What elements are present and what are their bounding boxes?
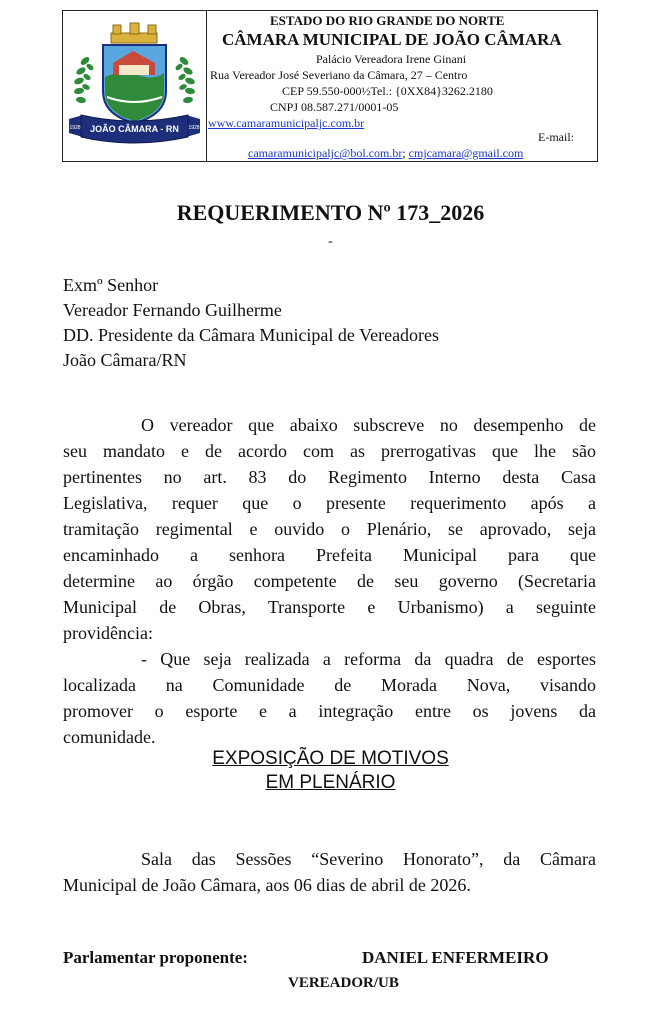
palace-name: Palácio Vereadora Irene Ginani xyxy=(316,52,467,66)
cnpj: CNPJ 08.587.271/0001-05 xyxy=(270,100,399,114)
recipient-line-4: João Câmara/RN xyxy=(63,350,187,370)
body-line: encaminhado a senhora Prefeita Municipal para que xyxy=(63,545,596,565)
closing-line-2: Municipal de João Câmara, aos 06 dias de abril de 2026. xyxy=(63,875,471,895)
email-line xyxy=(248,145,523,161)
banner-year-left: 1928 xyxy=(69,125,81,131)
exposition-heading xyxy=(0,747,661,795)
request-line: localizada na Comunidade de Morada Nova, visando xyxy=(63,675,596,695)
request-line: comunidade. xyxy=(63,727,156,747)
body-line: pertinentes no art. 83 do Regimento Interno desta Casa xyxy=(63,467,596,487)
banner-text: JOÃO CÂMARA - RN xyxy=(90,124,179,134)
chamber-name: CÂMARA MUNICIPAL DE JOÃO CÂMARA xyxy=(222,30,562,49)
letterhead-text xyxy=(208,11,597,161)
left-laurel-icon xyxy=(73,55,94,103)
email-link-1[interactable]: camaramunicipaljc@bol.com.br xyxy=(248,146,403,160)
body-line: seu mandato e de acordo com as prerrogativas que lhe são xyxy=(63,441,596,461)
municipal-coat-of-arms-logo xyxy=(63,11,206,161)
proponent-name: DANIEL ENFERMEIRO xyxy=(362,948,549,967)
letterhead xyxy=(62,10,598,162)
shield-icon xyxy=(103,45,166,123)
document-title: REQUERIMENTO Nº 173_2026 xyxy=(176,200,485,225)
proponent-role: VEREADOR/UB xyxy=(288,975,399,991)
body-line: O vereador que abaixo subscreve no desempenho de xyxy=(141,415,596,435)
body-line: determine ao órgão competente de seu governo (Secretaria xyxy=(63,571,596,591)
logo-cell xyxy=(63,11,207,161)
body-paragraph xyxy=(63,412,596,646)
email-label: E-mail: xyxy=(538,130,574,144)
email-separator: ; xyxy=(402,146,406,160)
body-line: Legislativa, requer que o presente requerimento após a xyxy=(63,493,596,513)
email-link-2[interactable]: cmjcamara@gmail.com xyxy=(408,146,524,160)
closing-line-1: Sala das Sessões “Severino Honorato”, da Câmara xyxy=(141,849,596,869)
recipient-line-2: Vereador Fernando Guilherme xyxy=(63,300,282,320)
right-laurel-icon xyxy=(174,55,195,103)
banner-year-right: 1928 xyxy=(188,125,200,131)
request-paragraph xyxy=(63,646,596,750)
request-line: promover o esporte e a integração entre os jovens da xyxy=(63,701,596,721)
cep-phone: CEP 59.550-000½Tel.: {0XX84}3262.2180 xyxy=(282,84,493,98)
exposition-line-2: EM PLENÁRIO xyxy=(265,772,396,793)
body-line: tramitação regimental e ouvido o Plenário, se aprovado, seja xyxy=(63,519,596,539)
recipient-line-1: Exmº Senhor xyxy=(63,275,159,295)
recipient-line-3: DD. Presidente da Câmara Municipal de Vereadores xyxy=(63,325,440,345)
website-link[interactable]: www.camaramunicipaljc.com.br xyxy=(208,116,365,130)
body-line: Municipal de Obras, Transporte e Urbanismo) a seguinte xyxy=(63,597,596,617)
title-separator: - xyxy=(328,234,333,249)
body-line: providência: xyxy=(63,623,153,643)
state-name: ESTADO DO RIO GRANDE DO NORTE xyxy=(270,13,505,28)
request-line: - Que seja realizada a reforma da quadra de esportes xyxy=(141,649,596,669)
street-address: Rua Vereador José Severiano da Câmara, 27 – Centro xyxy=(210,68,468,82)
crown-icon xyxy=(111,23,157,43)
exposition-line-1: EXPOSIÇÃO DE MOTIVOS xyxy=(212,748,449,769)
proponent-label: Parlamentar proponente: xyxy=(63,948,248,967)
closing-paragraph xyxy=(63,846,596,898)
